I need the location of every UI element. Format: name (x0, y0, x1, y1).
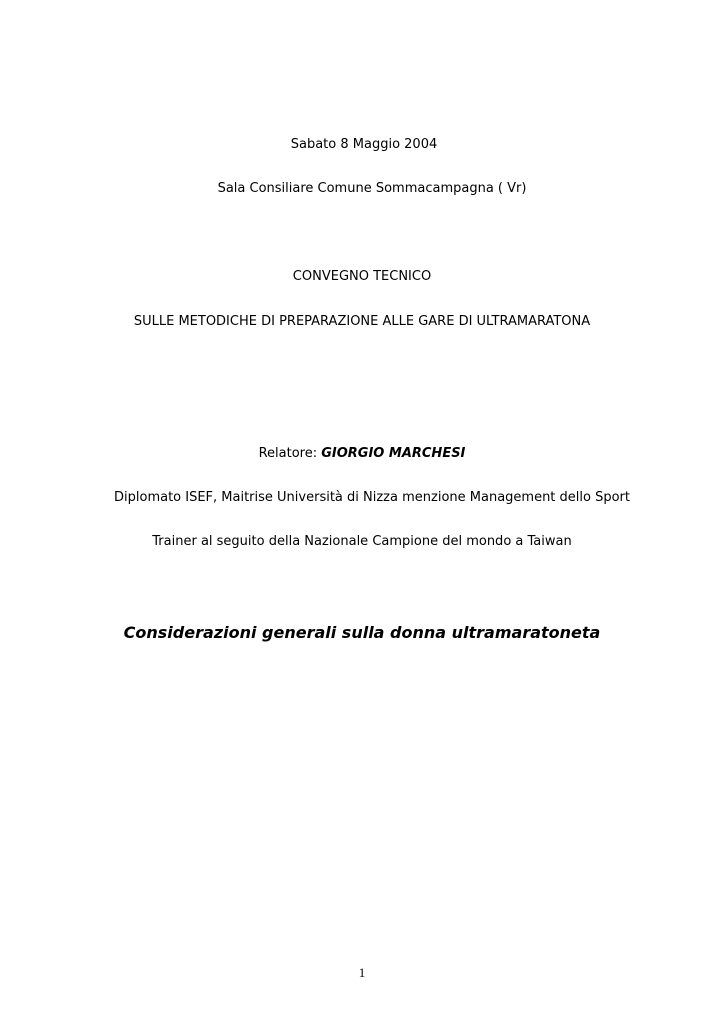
event-title: CONVEGNO TECNICO (292, 269, 432, 284)
event-subtitle: SULLE METODICHE DI PREPARAZIONE ALLE GARE DI ULTRAMARATONA (133, 314, 591, 329)
speaker-role: Trainer al seguito della Nazionale Campione del mondo a Taiwan (152, 534, 572, 549)
speaker-label: Relatore: (258, 446, 322, 461)
page-number: 1 (358, 965, 366, 980)
event-venue: Sala Consiliare Comune Sommacampagna ( Vr) (217, 181, 527, 196)
speaker-credentials: Diplomato ISEF, Maitrise Università di Nizza menzione Management dello Sport (114, 490, 630, 505)
speaker-name: GIORGIO MARCHESI (321, 446, 466, 461)
event-date: Sabato 8 Maggio 2004 (290, 137, 438, 152)
section-title: Considerazioni generali sulla donna ultramaratoneta (123, 623, 601, 642)
speaker-line (0, 446, 724, 462)
